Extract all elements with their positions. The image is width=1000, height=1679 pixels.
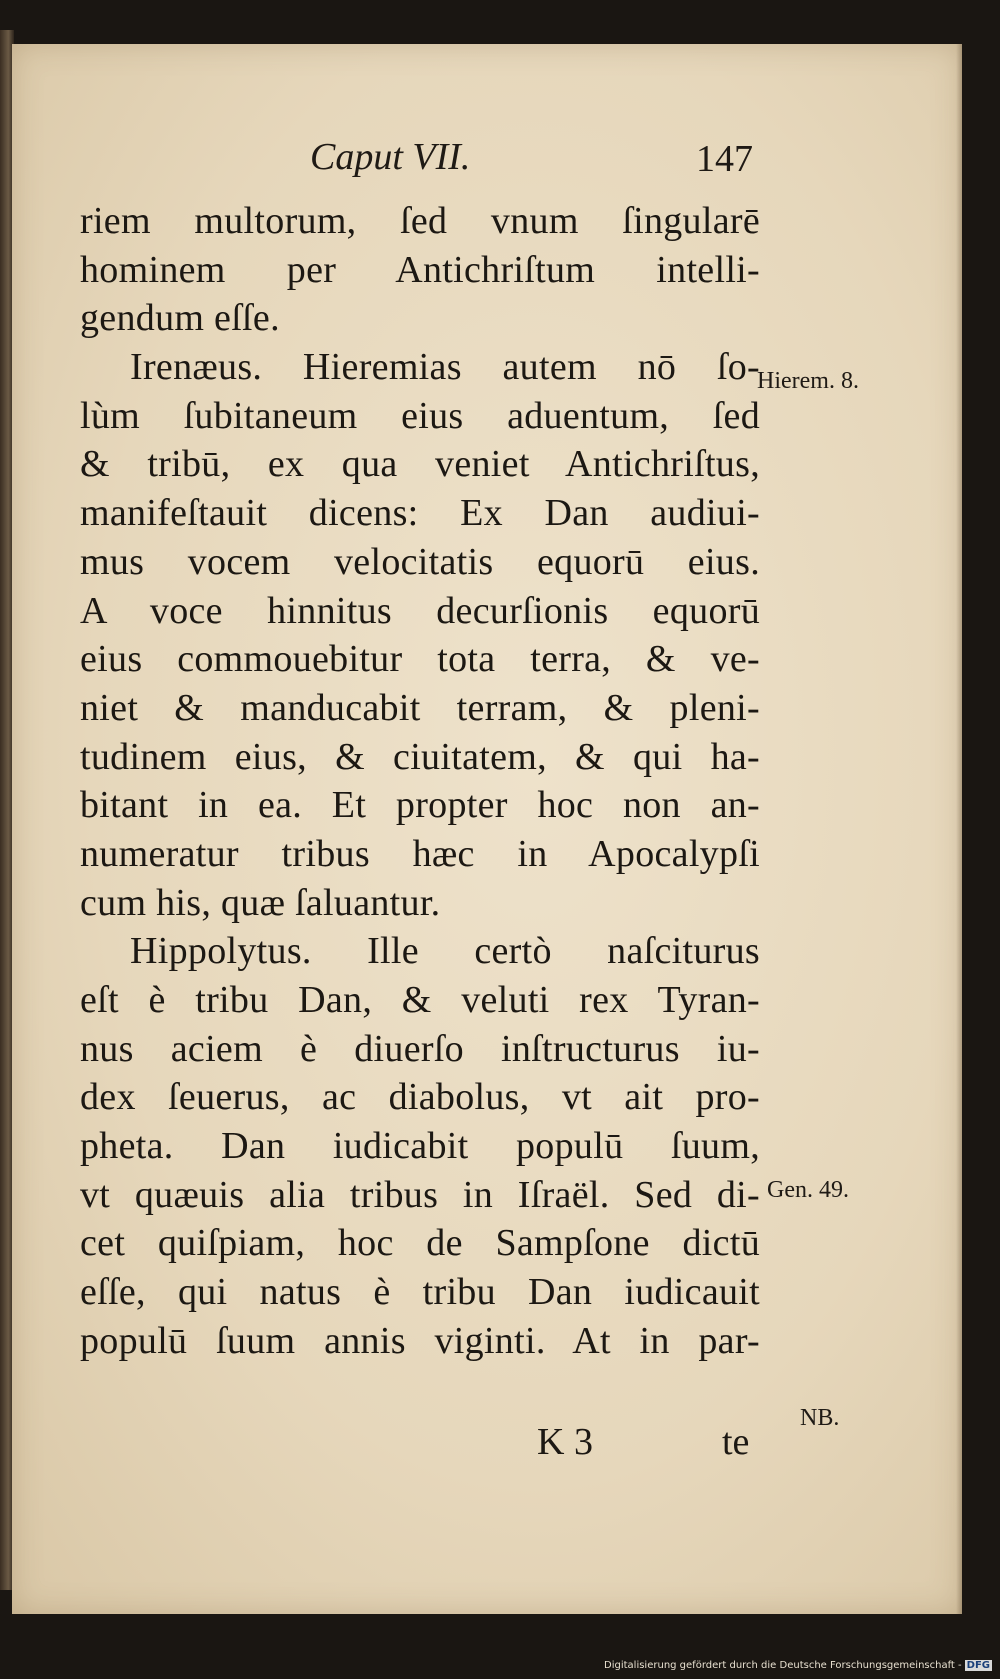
text-line: eius commouebitur tota terra, & ve- (80, 638, 760, 681)
text-line: niet & manducabit terram, & pleni- (80, 686, 760, 729)
margin-note-nb: NB. (800, 1405, 840, 1431)
body-text (80, 197, 760, 1366)
text-line: populū ſuum annis viginti. At in par- (80, 1319, 760, 1362)
text-line: manifeſtauit dicens: Ex Dan audiui- (80, 492, 760, 535)
digitization-credit (604, 1660, 992, 1671)
text-line: & tribū, ex qua veniet Antichriſtus, (80, 443, 760, 486)
text-line: bitant in ea. Et propter hoc non an- (80, 784, 760, 827)
margin-note-hierem: Hierem. 8. (757, 368, 859, 394)
running-head: Caput VII. (310, 136, 471, 178)
text-line: cum his, quæ ſaluantur. (80, 881, 441, 924)
page-footer (0, 1420, 1000, 1472)
text-line: hominem per Antichriſtum intelli- (80, 248, 760, 291)
text-line: pheta. Dan iudicabit populū ſuum, (80, 1125, 760, 1168)
text-line: Irenæus. Hieremias autem nō ſo- (130, 346, 760, 389)
signature-mark: K 3 (537, 1421, 593, 1463)
text-line: nus aciem è diuerſo inſtructurus iu- (80, 1027, 760, 1070)
catchword: te (722, 1421, 750, 1463)
credit-text: Digitalisierung gefördert durch die Deutsche Forschungsgemeinschaft - (604, 1660, 962, 1671)
page-number: 147 (696, 138, 753, 180)
text-line: tudinem eius, & ciuitatem, & qui ha- (80, 735, 760, 778)
page-edge (956, 44, 962, 1614)
dfg-logo: DFG (966, 1660, 990, 1671)
text-line: eſt è tribu Dan, & veluti rex Tyran- (80, 979, 760, 1021)
text-line: mus vocem velocitatis equorū eius. (80, 540, 760, 583)
margin-note-gen: Gen. 49. (767, 1177, 849, 1203)
page-header (295, 135, 765, 185)
text-line: A voce hinnitus decurſionis equorū (80, 589, 760, 632)
text-line: vt quæuis alia tribus in Iſraël. Sed di- (80, 1173, 760, 1216)
text-line: gendum eſſe. (80, 297, 280, 340)
text-line: dex ſeuerus, ac diabolus, vt ait pro- (80, 1076, 760, 1119)
text-line: Hippolytus. Ille certò naſciturus (130, 930, 760, 973)
text-line: riem multorum, ſed vnum ſingularē (80, 200, 760, 242)
text-line: eſſe, qui natus è tribu Dan iudicauit (80, 1271, 760, 1314)
text-line: lùm ſubitaneum eius aduentum, ſed (80, 394, 760, 437)
text-line: cet quiſpiam, hoc de Sampſone dictū (80, 1222, 760, 1265)
text-line: numeratur tribus hæc in Apocalypſi (80, 832, 760, 875)
